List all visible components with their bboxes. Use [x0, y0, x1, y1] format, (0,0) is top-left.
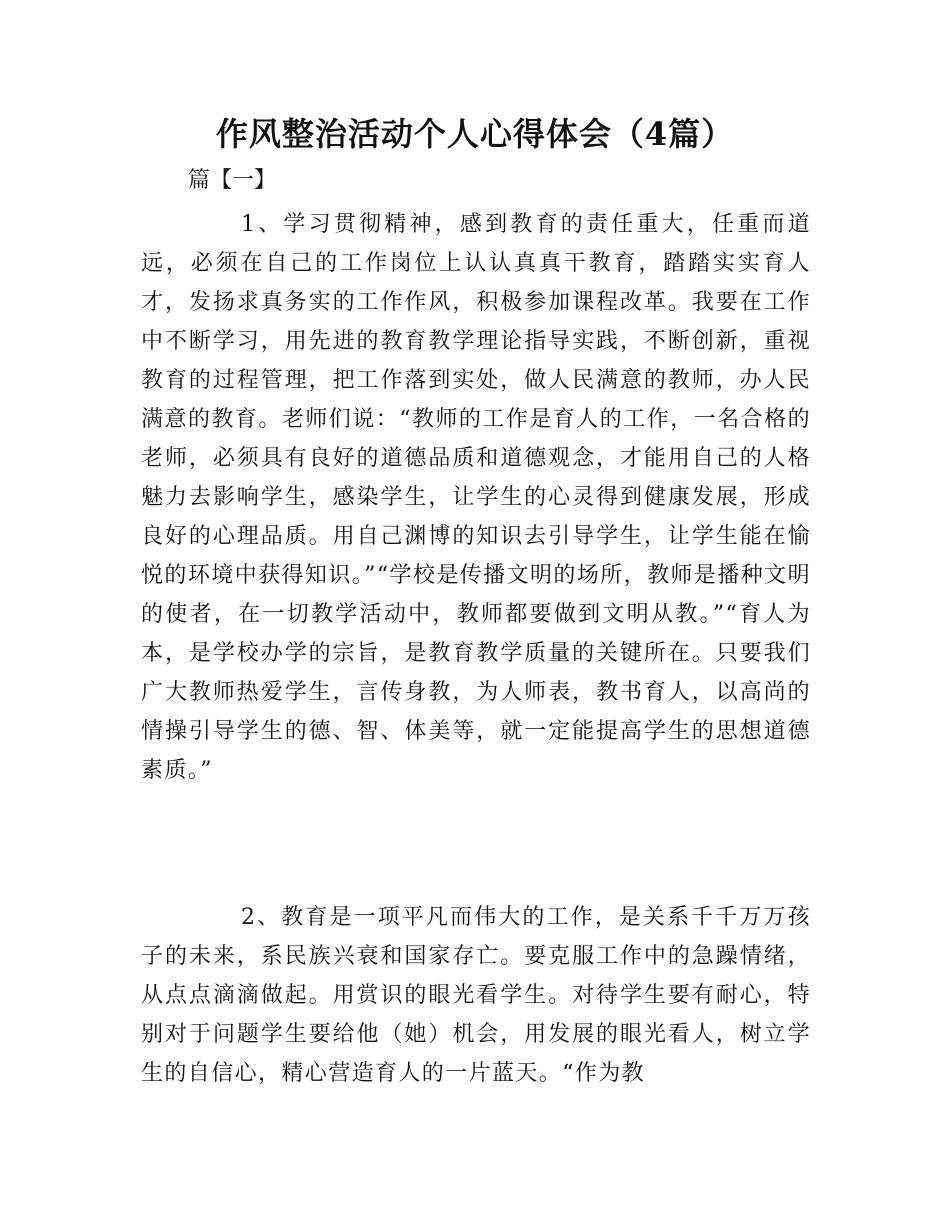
- paragraph-2: 2、教育是一项平凡而伟大的工作，是关系千千万万孩子的未来，系民族兴衰和国家存亡。要克服工作中的急躁情绪，从点点滴滴做起。用赏识的眼光看学生。对待学生要有耐心，特别对于问题学生要给他（她）机会，用发展的眼光看人，树立学生的自信心，精心营造育人的一片蓝天。“作为教: [141, 905, 811, 1086]
- document-title: 作风整治活动个人心得体会（4篇）: [215, 115, 735, 153]
- paragraph-1: 1、学习贯彻精神，感到教育的责任重大，任重而道远，必须在自己的工作岗位上认认真真干教育，踏踏实实育人才，发扬求真务实的工作作风，积极参加课程改革。我要在工作中不断学习，用先进的教育教学理论指导实践，不断创新，重视教育的过程管理，把工作落到实处，做人民满意的教师，办人民满意的教育。老师们说：“教师的工作是育人的工作，一名合格的老师，必须具有良好的道德品质和道德观念，才能用自己的人格魅力去影响学生，感染学生，让学生的心灵得到健康发展，形成良好的心理品质。用自己渊博的知识去引导学生，让学生能在愉悦的环境中获得知识。”“学校是传播文明的场所，教师是播种文明的使者，在一切教学活动中，教师都要做到文明从教。”“育人为本，是学校办学的宗旨，是教育教学质量的关键所在。只要我们广大教师热爱学生，言传身教，为人师表，教书育人，以高尚的情操引导学生的德、智、体美等，就一定能提高学生的思想道德素质。”: [141, 212, 811, 783]
- section-label: 篇【一】: [188, 168, 277, 193]
